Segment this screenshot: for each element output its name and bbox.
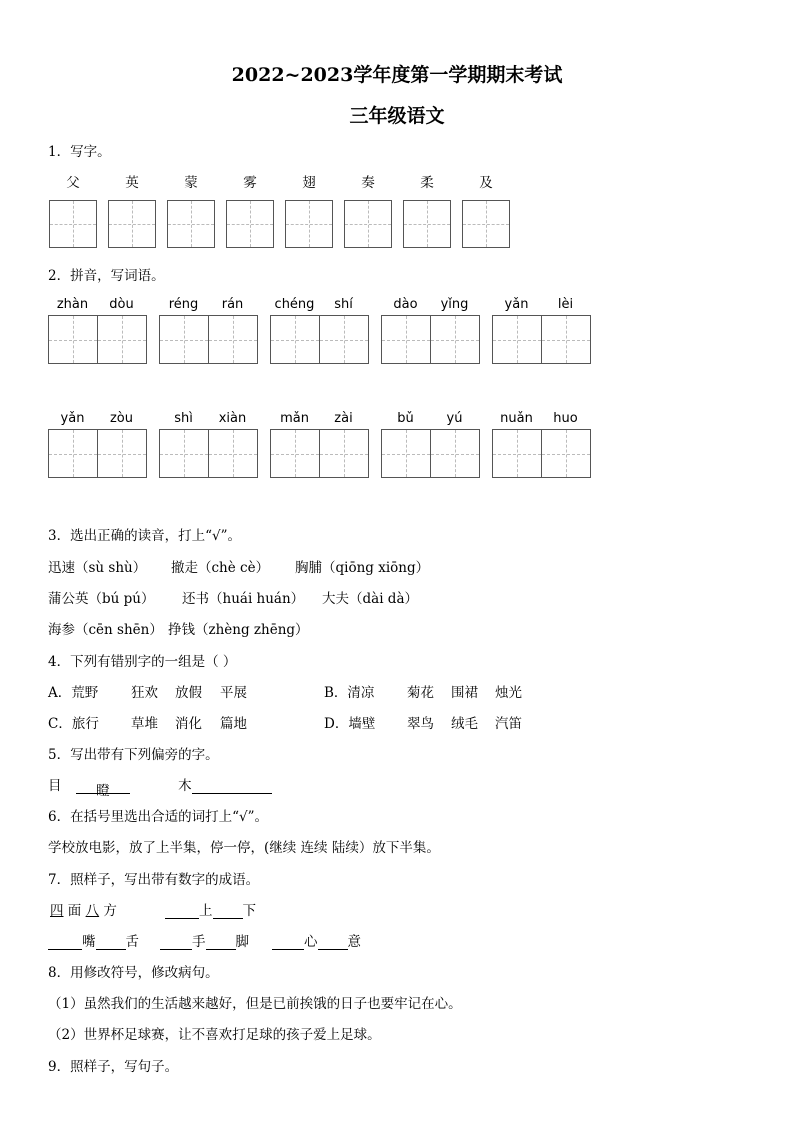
pinyin-label: yǎn <box>60 411 85 426</box>
pinyin-label: lèi <box>557 297 574 312</box>
q5-example-blank[interactable] <box>76 779 130 799</box>
writing-cell[interactable] <box>430 429 480 478</box>
writing-cell[interactable] <box>403 200 451 248</box>
q4-option-d: D．墙壁 <box>324 716 376 732</box>
q4-option-a: A．荒野 <box>48 685 99 701</box>
q7-blank[interactable] <box>318 935 348 950</box>
writing-cell[interactable] <box>226 200 274 248</box>
q4-word: 篇地 <box>220 716 247 732</box>
q4-word: 狂欢 <box>131 685 158 701</box>
pinyin-label: dào <box>393 297 418 312</box>
q4-word: 草堆 <box>131 716 158 732</box>
pinyin-label: nuǎn <box>500 411 533 426</box>
q1-character: 柔 <box>420 175 434 191</box>
writing-cell[interactable] <box>285 200 333 248</box>
q4-word: 烛光 <box>495 685 522 701</box>
q5-answer-blank[interactable] <box>192 779 272 794</box>
q3-item: 还书（huái huán） <box>182 591 305 607</box>
q1-character: 英 <box>125 175 139 191</box>
q9-label: 9．照样子，写句子。 <box>48 1059 179 1075</box>
q4-word: 翠鸟 <box>407 716 434 732</box>
q7-char: 脚 <box>235 934 249 950</box>
pinyin-label: dòu <box>109 297 134 312</box>
q1-character: 及 <box>479 175 493 191</box>
writing-cell[interactable] <box>97 429 147 478</box>
pinyin-label: mǎn <box>280 411 309 426</box>
writing-cell[interactable] <box>381 315 431 364</box>
q7-char: 舌 <box>125 934 139 950</box>
pinyin-label: yǎn <box>504 297 529 312</box>
writing-cell[interactable] <box>159 429 209 478</box>
q3-item: 大夫（dài dà） <box>322 591 418 607</box>
pinyin-label: xiàn <box>218 411 247 426</box>
pinyin-label: chéng <box>274 297 315 312</box>
q7-fill-1 <box>165 899 256 919</box>
q7-blank[interactable] <box>48 935 82 950</box>
pinyin-label: bǔ <box>397 411 414 426</box>
q4-word: 围裙 <box>451 685 478 701</box>
q4-option-b: B．清凉 <box>324 685 375 701</box>
q4-word: 汽笛 <box>495 716 522 732</box>
q7-char: 意 <box>347 934 361 950</box>
q7-char: 心 <box>304 934 318 950</box>
q7-fill-3 <box>160 930 249 950</box>
writing-cell[interactable] <box>159 315 209 364</box>
q1-label: 1．写字。 <box>48 144 111 160</box>
q3-item: 海参（cēn shēn） <box>48 622 163 638</box>
q4-word: 平展 <box>220 685 247 701</box>
pinyin-label: zhàn <box>56 297 89 312</box>
q2-label: 2．拼音，写词语。 <box>48 268 165 284</box>
q3-item: 蒲公英（bú pú） <box>48 591 155 607</box>
writing-cell[interactable] <box>208 315 258 364</box>
q8-sentence-2: （2）世界杯足球赛，让不喜欢打足球的孩子爱上足球。 <box>48 1027 381 1043</box>
q7-blank[interactable] <box>213 904 243 919</box>
q4-option-c: C．旅行 <box>48 716 99 732</box>
q7-fill-2 <box>48 930 139 950</box>
q7-ex-char: 八 <box>85 903 100 919</box>
q7-example <box>50 899 117 919</box>
q3-item: 挣钱（zhèng zhēng） <box>168 622 309 638</box>
q5-radical-wood: 木 <box>178 778 192 794</box>
pinyin-label: shí <box>334 297 353 312</box>
q1-character: 雾 <box>243 175 257 191</box>
q1-character: 翅 <box>302 175 316 191</box>
pinyin-label: zài <box>334 411 353 426</box>
q7-char: 上 <box>199 903 213 919</box>
q7-blank[interactable] <box>96 935 126 950</box>
q7-blank[interactable] <box>165 904 199 919</box>
q1-character: 奏 <box>361 175 375 191</box>
writing-cell[interactable] <box>430 315 480 364</box>
q1-character: 父 <box>66 175 80 191</box>
q3-item: 胸脯（qiōng xiōng） <box>295 560 430 576</box>
q8-sentence-1: （1）虽然我们的生活越来越好，但是已前挨饿的日子也要牢记在心。 <box>48 996 462 1012</box>
q7-ex-char: 方 <box>103 903 117 919</box>
q7-label: 7．照样子，写出带有数字的成语。 <box>48 872 260 888</box>
q3-item: 迅速（sù shù） <box>48 560 147 576</box>
writing-cell[interactable] <box>492 429 542 478</box>
writing-cell[interactable] <box>48 315 98 364</box>
writing-cell[interactable] <box>492 315 542 364</box>
pinyin-label: huo <box>553 411 578 426</box>
q4-word: 消化 <box>175 716 202 732</box>
q3-label: 3．选出正确的读音，打上“√”。 <box>48 528 241 544</box>
pinyin-label: réng <box>168 297 199 312</box>
exam-title: 2022~2023学年度第一学期期末考试 <box>231 64 563 86</box>
q7-char: 嘴 <box>82 934 96 950</box>
q5-answer-line <box>48 774 272 799</box>
q7-blank[interactable] <box>206 935 236 950</box>
writing-cell[interactable] <box>344 200 392 248</box>
writing-cell[interactable] <box>381 429 431 478</box>
q1-character: 蒙 <box>184 175 198 191</box>
writing-cell[interactable] <box>270 315 320 364</box>
writing-cell[interactable] <box>167 200 215 248</box>
q7-blank[interactable] <box>272 935 304 950</box>
pinyin-label: shì <box>174 411 193 426</box>
q6-label: 6．在括号里选出合适的词打上“√”。 <box>48 809 268 825</box>
q7-char: 手 <box>192 934 206 950</box>
writing-cell[interactable] <box>541 429 591 478</box>
writing-cell[interactable] <box>48 429 98 478</box>
q5-radical-eye: 目 <box>48 778 62 794</box>
q5-label: 5．写出带有下列偏旁的字。 <box>48 747 219 763</box>
q7-fill-4 <box>272 930 361 950</box>
writing-cell[interactable] <box>97 315 147 364</box>
writing-cell[interactable] <box>108 200 156 248</box>
q7-char: 下 <box>242 903 256 919</box>
q4-word: 放假 <box>175 685 202 701</box>
q8-label: 8．用修改符号，修改病句。 <box>48 965 219 981</box>
q7-blank[interactable] <box>160 935 192 950</box>
pinyin-label: yú <box>446 411 463 426</box>
q4-label: 4．下列有错别字的一组是（ ） <box>48 654 237 670</box>
writing-cell[interactable] <box>49 200 97 248</box>
writing-cell[interactable] <box>462 200 510 248</box>
pinyin-label: rán <box>221 297 244 312</box>
writing-cell[interactable] <box>319 429 369 478</box>
writing-cell[interactable] <box>319 315 369 364</box>
writing-cell[interactable] <box>208 429 258 478</box>
q4-word: 绒毛 <box>451 716 478 732</box>
q7-ex-char: 四 <box>50 903 64 919</box>
q5-example-char: 瞪 <box>96 783 110 799</box>
q6-sentence: 学校放电影，放了上半集，停一停，(继续 连续 陆续）放下半集。 <box>48 840 440 856</box>
writing-cell[interactable] <box>541 315 591 364</box>
pinyin-label: yǐng <box>440 297 469 312</box>
writing-cell[interactable] <box>270 429 320 478</box>
q7-ex-char: 面 <box>67 903 82 919</box>
pinyin-label: zòu <box>109 411 134 426</box>
q4-word: 菊花 <box>407 685 434 701</box>
q3-item: 撤走（chè cè） <box>171 560 270 576</box>
exam-subtitle: 三年级语文 <box>349 105 445 127</box>
